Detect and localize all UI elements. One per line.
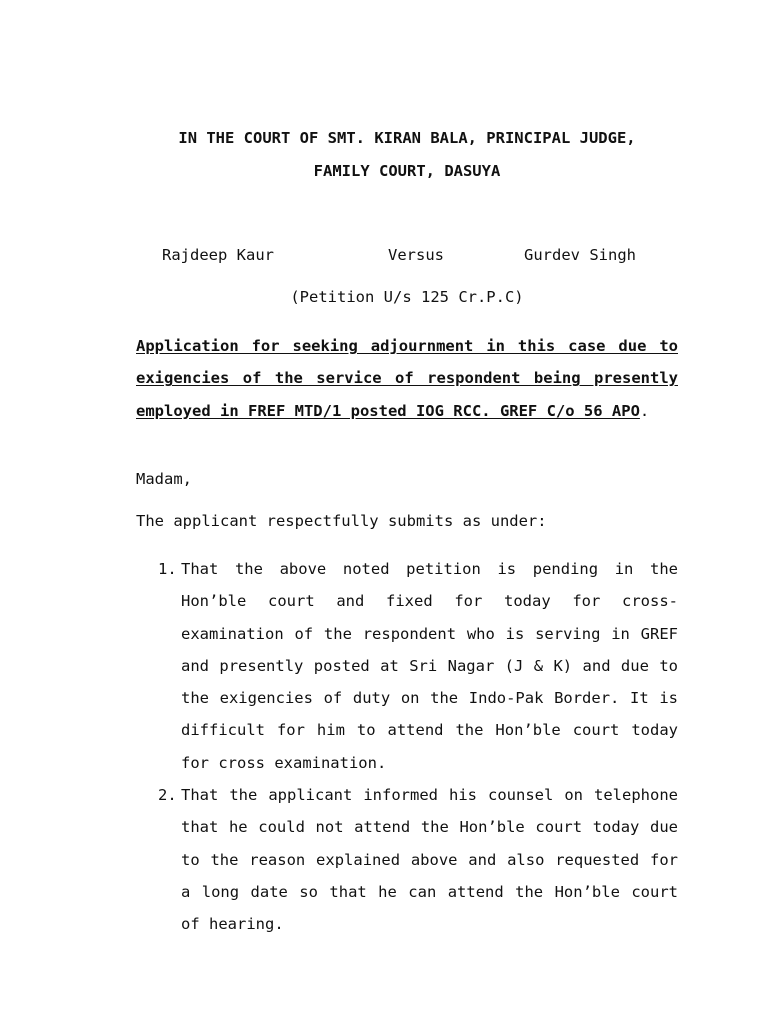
salutation: Madam,: [136, 470, 192, 488]
case-parties: [162, 246, 662, 268]
versus-label: Versus: [388, 246, 444, 264]
petitioner-name: Rajdeep Kaur: [162, 246, 274, 264]
application-subject: [136, 330, 678, 427]
respondent-name: Gurdev Singh: [524, 246, 636, 264]
petition-reference: (Petition U/s 125 Cr.P.C): [290, 288, 524, 306]
list-item: [136, 553, 678, 779]
application-subject-period: .: [639, 401, 650, 420]
application-subject-text: Application for seeking adjournment in this case due to exigencies of the service of respondent being presently employed in FREF MTD/1 posted IOG RCC. GREF C/o 56 APO: [136, 337, 678, 420]
intro-statement: The applicant respectfully submits as under:: [136, 512, 547, 530]
court-heading-line-1: IN THE COURT OF SMT. KIRAN BALA, PRINCIPAL JUDGE,: [178, 129, 636, 147]
list-item-number: 2.: [158, 786, 177, 805]
court-heading-line-2: FAMILY COURT, DASUYA: [313, 162, 501, 180]
numbered-points: [136, 553, 678, 941]
list-item-number: 1.: [158, 560, 177, 578]
list-item-text: That the above noted petition is pending in the Hon’ble court and fixed for today for cross-examination of the respondent who is serving in GREF and presently posted at Sri Nagar (J & K) and due to the exigencies of duty on the Indo-Pak Border. It is difficult for him to attend the Hon’ble court today for cross examination.: [181, 560, 678, 772]
list-item: [136, 779, 678, 940]
list-item-text: That the applicant informed his counsel on telephone that he could not attend the Hon’ble court today due to the reason explained above and also requested for a long date so that he can attend the Hon’ble court of hearing.: [181, 786, 678, 934]
